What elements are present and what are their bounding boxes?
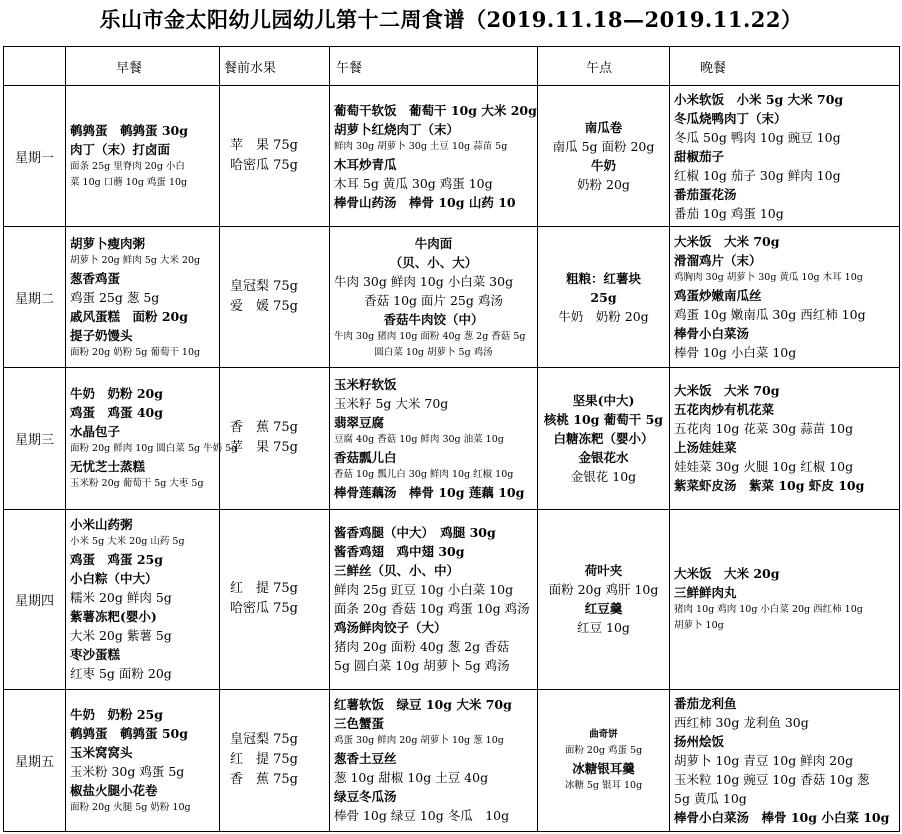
day-cell: 星期四 — [4, 509, 66, 689]
breakfast-line: 葱香鸡蛋 — [70, 270, 121, 286]
lunch-line: 香菇 10g 瓢儿白 30g 鲜肉 10g 红椒 10g — [334, 468, 514, 480]
snack-line: 冰糖银耳羹 — [572, 760, 635, 776]
breakfast-line: 小米山药粥 — [70, 517, 133, 533]
lunch-cell — [330, 86, 538, 227]
snack-line: 奶粉 20g — [577, 177, 630, 193]
lunch-line: 香菇瓢儿白 — [334, 449, 397, 465]
table-row — [4, 509, 900, 689]
breakfast-line: 鸡蛋 鸡蛋 25g — [70, 552, 163, 568]
breakfast-line: 玉米粉 20g 葡萄干 5g 大枣 5g — [70, 478, 204, 490]
day-cell: 星期三 — [4, 368, 66, 509]
lunch-cell — [330, 509, 538, 689]
fruit-line: 香 蕉 75g — [230, 772, 298, 788]
dinner-line: 番茄龙利鱼 — [674, 695, 737, 711]
snack-cell — [538, 368, 670, 509]
dinner-cell — [670, 368, 900, 509]
dinner-line: 大米饭 大米 20g — [674, 566, 780, 582]
breakfast-cell — [66, 509, 220, 689]
lunch-line: 胡萝卜红烧肉丁（末） — [334, 121, 460, 137]
breakfast-line: 玉米窝窝头 — [70, 744, 133, 760]
lunch-line: 鸡蛋 30g 鲜肉 20g 胡萝卜 10g 葱 10g — [334, 735, 504, 747]
weekly-menu-table — [3, 46, 900, 832]
snack-line: 冰糖 5g 银耳 10g — [564, 779, 643, 791]
dinner-cell — [670, 86, 900, 227]
fruit-line: 皇冠梨 75g — [230, 732, 298, 748]
breakfast-cell — [66, 86, 220, 227]
lunch-line: 香菇牛肉饺（中） — [383, 311, 484, 327]
breakfast-line: 小白粽（中大） — [70, 571, 158, 587]
dinner-line: 三鲜鲜肉丸 — [674, 585, 737, 601]
lunch-line: 5g 圆白菜 10g 胡萝卜 5g 鸡汤 — [334, 658, 510, 674]
day-cell: 星期一 — [4, 86, 66, 227]
breakfast-line: 戚风蛋糕 面粉 20g — [70, 308, 188, 324]
lunch-line: 牛肉 30g 鲜肉 10g 小白菜 30g — [334, 273, 514, 289]
dinner-line: 番茄蛋花汤 — [674, 186, 737, 202]
fruit-line: 哈密瓜 75g — [230, 158, 298, 174]
dinner-line: 大米饭 大米 70g — [674, 234, 780, 250]
breakfast-line: 提子奶馒头 — [70, 327, 133, 343]
fruit-cell — [220, 86, 330, 227]
breakfast-line: 胡萝卜 20g 鲜肉 5g 大米 20g — [70, 254, 201, 266]
day-cell: 星期五 — [4, 689, 66, 831]
breakfast-line: 菜 10g 口蘑 10g 鸡蛋 10g — [70, 177, 188, 189]
fruit-line: 苹 果 75g — [230, 138, 298, 154]
lunch-cell — [330, 227, 538, 368]
lunch-line: 猪肉 20g 面粉 40g 葱 2g 香菇 — [334, 639, 510, 655]
header-day — [4, 47, 66, 86]
lunch-line: 棒骨莲藕汤 棒骨 10g 莲藕 10g — [334, 484, 525, 500]
dinner-line: 大米饭 大米 70g — [674, 383, 780, 399]
dinner-line: 5g 黄瓜 10g — [674, 790, 747, 806]
snack-line: 牛奶 奶粉 20g — [558, 308, 649, 324]
lunch-line: 豆腐 40g 香菇 10g 鲜肉 30g 油菜 10g — [334, 433, 504, 445]
snack-line: 核桃 10g 葡萄干 5g — [543, 411, 664, 427]
breakfast-line: 面条 25g 里脊肉 20g 小白 — [70, 161, 185, 173]
dinner-line: 胡萝卜 10g 青豆 10g 鲜肉 20g — [674, 752, 854, 768]
lunch-cell — [330, 689, 538, 831]
lunch-line: 香菇 10g 面片 25g 鸡汤 — [364, 292, 503, 308]
snack-line: 金银花 10g — [570, 468, 637, 484]
dinner-line: 上汤娃娃菜 — [674, 440, 737, 456]
breakfast-cell — [66, 227, 220, 368]
dinner-line: 小米软饭 小米 5g 大米 70g — [674, 91, 844, 107]
lunch-line: 玉米籽 5g 大米 70g — [334, 395, 449, 411]
header-row — [4, 47, 900, 86]
table-row — [4, 689, 900, 831]
header-lunch: 午餐 — [330, 47, 538, 86]
lunch-line: 三鲜丝（贝、小、中） — [334, 563, 460, 579]
breakfast-line: 椒盐火腿小花卷 — [70, 782, 158, 798]
snack-line: 曲奇饼 — [589, 728, 618, 740]
snack-line: 面粉 20g 鸡蛋 5g — [564, 744, 643, 756]
dinner-line: 鸡蛋炒嫩南瓜丝 — [674, 288, 762, 304]
lunch-line: 玉米籽软饭 — [334, 376, 397, 392]
lunch-line: 鸡汤鲜肉饺子（大） — [334, 620, 447, 636]
snack-line: 面粉 20g 鸡肝 10g — [548, 582, 659, 598]
lunch-line: 三色蟹蛋 — [334, 716, 385, 732]
lunch-line: 葱 10g 甜椒 10g 土豆 40g — [334, 770, 489, 786]
lunch-line: 棒骨山药汤 棒骨 10g 山药 10 — [334, 194, 516, 210]
dinner-line: 番茄 10g 鸡蛋 10g — [674, 205, 784, 221]
snack-line: 南瓜卷 — [584, 120, 623, 136]
dinner-line: 棒骨小白菜汤 棒骨 10g 小白菜 10g — [674, 809, 890, 825]
header-breakfast: 早餐 — [66, 47, 220, 86]
breakfast-line: 胡萝卜瘦肉粥 — [70, 235, 146, 251]
breakfast-line: 鹌鹑蛋 鹌鹑蛋 30g — [70, 123, 188, 139]
lunch-line: 圆白菜 10g 胡萝卜 5g 鸡汤 — [374, 346, 493, 358]
lunch-line: 翡翠豆腐 — [334, 414, 385, 430]
dinner-line: 滑溜鸡片（末） — [674, 253, 762, 269]
fruit-line: 红 提 75g — [230, 581, 298, 597]
dinner-line: 娃娃菜 30g 火腿 10g 红椒 10g — [674, 459, 854, 475]
snack-line: 25g — [590, 289, 617, 305]
day-cell: 星期二 — [4, 227, 66, 368]
dinner-line: 西红柿 30g 龙利鱼 30g — [674, 714, 809, 730]
lunch-line: 红薯软饭 绿豆 10g 大米 70g — [334, 697, 512, 713]
snack-line: 金银花水 — [578, 449, 629, 465]
snack-cell — [538, 689, 670, 831]
breakfast-cell — [66, 689, 220, 831]
breakfast-line: 水晶包子 — [70, 424, 121, 440]
breakfast-line: 玉米粉 30g 鸡蛋 5g — [70, 763, 185, 779]
lunch-line: 面条 20g 香菇 10g 鸡蛋 10g 鸡汤 — [334, 601, 530, 617]
breakfast-line: 糯米 20g 鲜肉 5g — [70, 590, 172, 606]
snack-cell — [538, 227, 670, 368]
snack-cell — [538, 86, 670, 227]
fruit-line: 皇冠梨 75g — [230, 279, 298, 295]
lunch-line: 棒骨 10g 绿豆 10g 冬瓜 10g — [334, 808, 510, 824]
breakfast-line: 牛奶 奶粉 25g — [70, 706, 163, 722]
breakfast-line: 无忧芝士蒸糕 — [70, 459, 146, 475]
dinner-line: 胡萝卜 10g — [674, 620, 724, 632]
fruit-line: 红 提 75g — [230, 752, 298, 768]
breakfast-line: 面粉 20g 奶粉 5g 葡萄干 10g — [70, 346, 201, 358]
breakfast-line: 肉丁（末）打卤面 — [70, 142, 171, 158]
snack-line: 坚果(中大) — [572, 392, 635, 408]
lunch-line: 牛肉面 — [414, 235, 453, 251]
dinner-line: 紫菜虾皮汤 紫菜 10g 虾皮 10g — [674, 478, 865, 494]
snack-line: 南瓜 5g 面粉 20g — [552, 139, 655, 155]
lunch-line: 酱香鸡腿（中大） 鸡腿 30g — [334, 525, 496, 541]
header-fruit: 餐前水果 — [220, 47, 330, 86]
dinner-line: 棒骨 10g 小白菜 10g — [674, 345, 797, 361]
breakfast-line: 小米 5g 大米 20g 山药 5g — [70, 536, 185, 548]
snack-line: 粗粮：红薯块 — [565, 270, 641, 286]
dinner-line: 五花肉 10g 花菜 30g 蒜苗 10g — [674, 421, 854, 437]
dinner-line: 鸡蛋 10g 嫩南瓜 30g 西红柿 10g — [674, 307, 866, 323]
lunch-line: （贝、小、大） — [389, 254, 478, 270]
dinner-cell — [670, 509, 900, 689]
snack-line: 红豆 10g — [577, 620, 630, 636]
lunch-line: 牛肉 30g 猪肉 10g 面粉 40g 葱 2g 香菇 5g — [334, 330, 526, 342]
breakfast-line: 鸡蛋 25g 葱 5g — [70, 289, 160, 305]
dinner-line: 鸡胸肉 30g 胡萝卜 30g 黄瓜 10g 木耳 10g — [674, 272, 863, 284]
dinner-line: 猪肉 10g 鸡肉 10g 小白菜 20g 西红柿 10g — [674, 604, 863, 616]
dinner-line: 五花肉炒有机花菜 — [674, 402, 775, 418]
fruit-line: 哈密瓜 75g — [230, 601, 298, 617]
lunch-line: 葡萄干软饭 葡萄干 10g 大米 20g — [334, 102, 537, 118]
breakfast-cell — [66, 368, 238, 509]
header-snack: 午点 — [538, 47, 670, 86]
lunch-line: 葱香土豆丝 — [334, 751, 397, 767]
breakfast-line: 面粉 20g 鲜肉 10g 圆白菜 5g 牛奶 5g — [70, 443, 238, 455]
dinner-line: 红椒 10g 茄子 30g 鲜肉 10g — [674, 167, 841, 183]
table-row — [4, 227, 900, 368]
dinner-line: 扬州烩饭 — [674, 733, 725, 749]
lunch-line: 鲜肉 25g 豇豆 10g 小白菜 10g — [334, 582, 514, 598]
snack-cell — [538, 509, 670, 689]
lunch-line: 木耳炒青瓜 — [334, 156, 397, 172]
breakfast-line: 红枣 5g 面粉 20g — [70, 666, 172, 682]
fruit-cell — [220, 509, 330, 689]
table-row — [4, 86, 900, 227]
breakfast-line: 紫薯冻粑(婴小) — [70, 609, 157, 625]
dinner-cell — [670, 227, 900, 368]
table-row — [4, 368, 900, 509]
breakfast-line: 牛奶 奶粉 20g — [70, 386, 163, 402]
dinner-line: 冬瓜 50g 鸭肉 10g 豌豆 10g — [674, 129, 841, 145]
snack-line: 白糖冻粑（婴小） — [553, 430, 654, 446]
breakfast-line: 枣沙蛋糕 — [70, 647, 121, 663]
fruit-line: 香 蕉 75g — [230, 420, 298, 436]
fruit-cell — [220, 227, 330, 368]
dinner-line: 玉米粒 10g 豌豆 10g 香菇 10g 葱 — [674, 771, 870, 787]
lunch-line: 木耳 5g 黄瓜 30g 鸡蛋 10g — [334, 175, 493, 191]
snack-line: 红豆羹 — [584, 601, 623, 617]
lunch-line: 鲜肉 30g 胡萝卜 30g 土豆 10g 蒜苗 5g — [334, 140, 508, 152]
dinner-line: 冬瓜烧鸭肉丁（末） — [674, 110, 787, 126]
snack-line: 牛奶 — [590, 158, 616, 174]
lunch-cell — [330, 368, 538, 509]
fruit-cell — [220, 368, 330, 509]
page-title: 乐山市金太阳幼儿园幼儿第十二周食谱（2019.11.18—2019.11.22） — [99, 7, 803, 32]
snack-line: 荷叶夹 — [584, 563, 623, 579]
lunch-line: 绿豆冬瓜汤 — [334, 789, 397, 805]
dinner-line: 甜椒茄子 — [674, 148, 725, 164]
breakfast-line: 鹌鹑蛋 鹌鹑蛋 50g — [70, 725, 188, 741]
header-dinner: 晚餐 — [670, 47, 900, 86]
breakfast-line: 面粉 20g 火腿 5g 奶粉 10g — [70, 801, 191, 813]
lunch-line: 酱香鸡翅 鸡中翅 30g — [334, 544, 465, 560]
breakfast-line: 鸡蛋 鸡蛋 40g — [70, 405, 163, 421]
fruit-line: 爱 媛 75g — [230, 299, 298, 315]
breakfast-line: 大米 20g 紫薯 5g — [70, 628, 172, 644]
dinner-cell — [670, 689, 900, 831]
fruit-cell — [220, 689, 330, 831]
dinner-line: 棒骨小白菜汤 — [674, 326, 750, 342]
fruit-line: 苹 果 75g — [230, 440, 298, 456]
